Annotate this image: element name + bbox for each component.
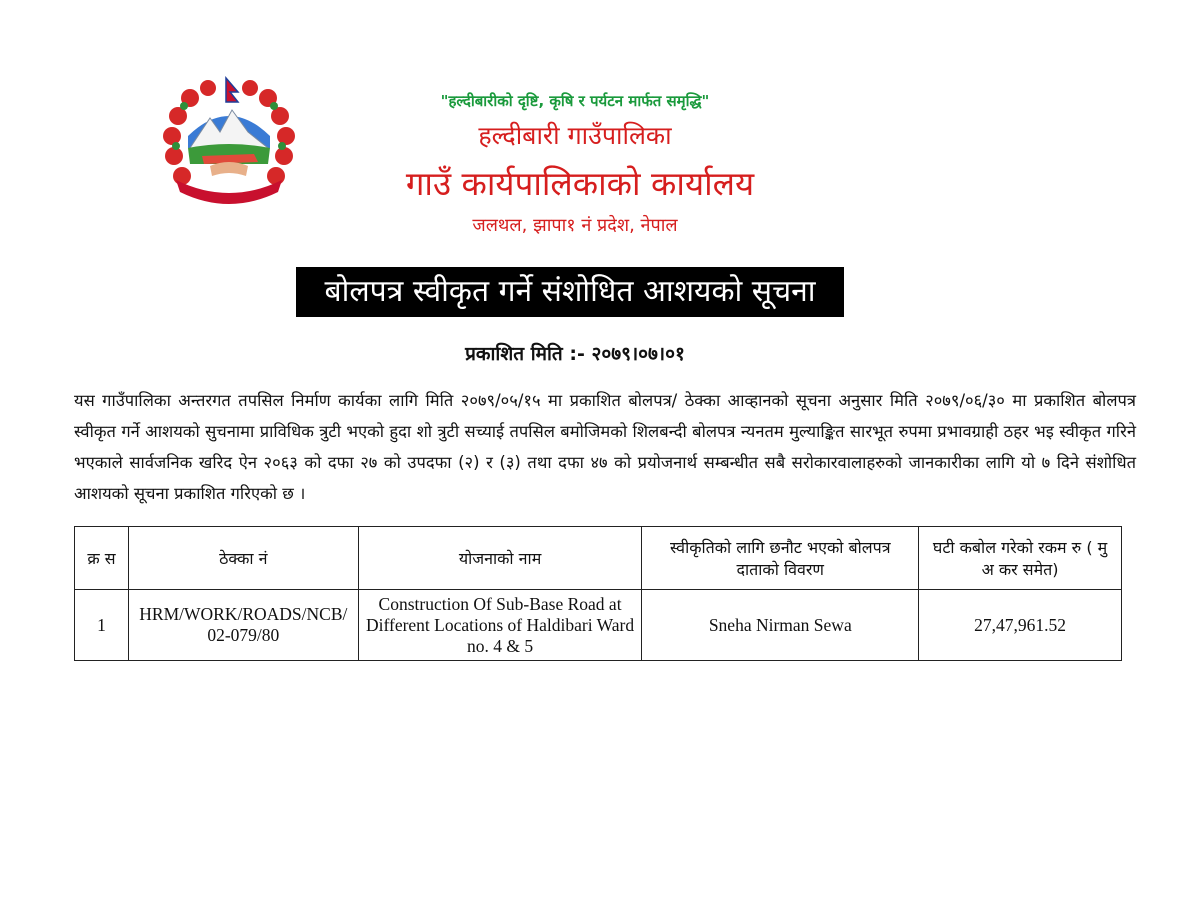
address: जलथल, झापा१ नं प्रदेश, नेपाल <box>472 215 678 236</box>
org-name: हल्दीबारी गाउँपालिका <box>478 121 672 150</box>
header-sn: क्र स <box>75 527 129 590</box>
slogan: "हल्दीबारीको दृष्टि, कृषि र पर्यटन मार्फत समृद्धि" <box>440 92 710 110</box>
header-amount: घटी कबोल गरेको रकम रु ( मु अ कर समेत) <box>919 527 1122 590</box>
published-date: प्रकाशित मिति :- २०७९।०७।०१ <box>465 343 685 365</box>
header-project: योजनाको नाम <box>358 527 642 590</box>
bid-table <box>74 526 1122 661</box>
header-contract-no: ठेक्का नं <box>128 527 358 590</box>
nepal-emblem-icon <box>158 76 300 210</box>
office-name: गाउँ कार्यपालिकाको कार्यालय <box>405 164 755 203</box>
notice-title: बोलपत्र स्वीकृत गर्ने संशोधित आशयको सूचना <box>296 267 844 317</box>
cell-sn: 1 <box>75 590 129 661</box>
cell-project: Construction Of Sub-Base Road at Different Locations of Haldibari Ward no. 4 & 5 <box>358 590 642 661</box>
table-row <box>75 590 1122 661</box>
cell-amount: 27,47,961.52 <box>919 590 1122 661</box>
header-bidder: स्वीकृतिको लागि छनौट भएको बोलपत्र दाताको विवरण <box>642 527 919 590</box>
table-header-row <box>75 527 1122 590</box>
notice-body: यस गाउँपालिका अन्तरगत तपसिल निर्माण कार्यका लागि मिति २०७९/०५/१५ मा प्रकाशित बोलपत्र/ ठेक्का आव्हानको सूचना अनुसार मिति २०७९/०६/३० मा प्रकाशित बोलपत्र स्वीकृत गर्ने आशयको सुचनामा प्राविधिक त्रुटी भएको हुदा शो त्रुटी सच्याई तपसिल बमोजिमको शिलबन्दी बोलपत्र न्यनतम मुल्याङ्कित सारभूत रुपमा प्रभावग्राही ठहर भइ स्वीकृत गरिने भएकाले सार्वजनिक खरिद ऐन २०६३ को दफा २७ को उपदफा (२) र (३) तथा दफा ४७ को प्रयोजनार्थ सम्बन्धीत सबै सरोकारवालाहरुको जानकारीका लागि यो ७ दिने संशोधित आशयको सूचना प्रकाशित गरिएको छ । <box>74 391 1136 503</box>
cell-bidder: Sneha Nirman Sewa <box>642 590 919 661</box>
cell-contract-no: HRM/WORK/ROADS/NCB/02-079/80 <box>128 590 358 661</box>
